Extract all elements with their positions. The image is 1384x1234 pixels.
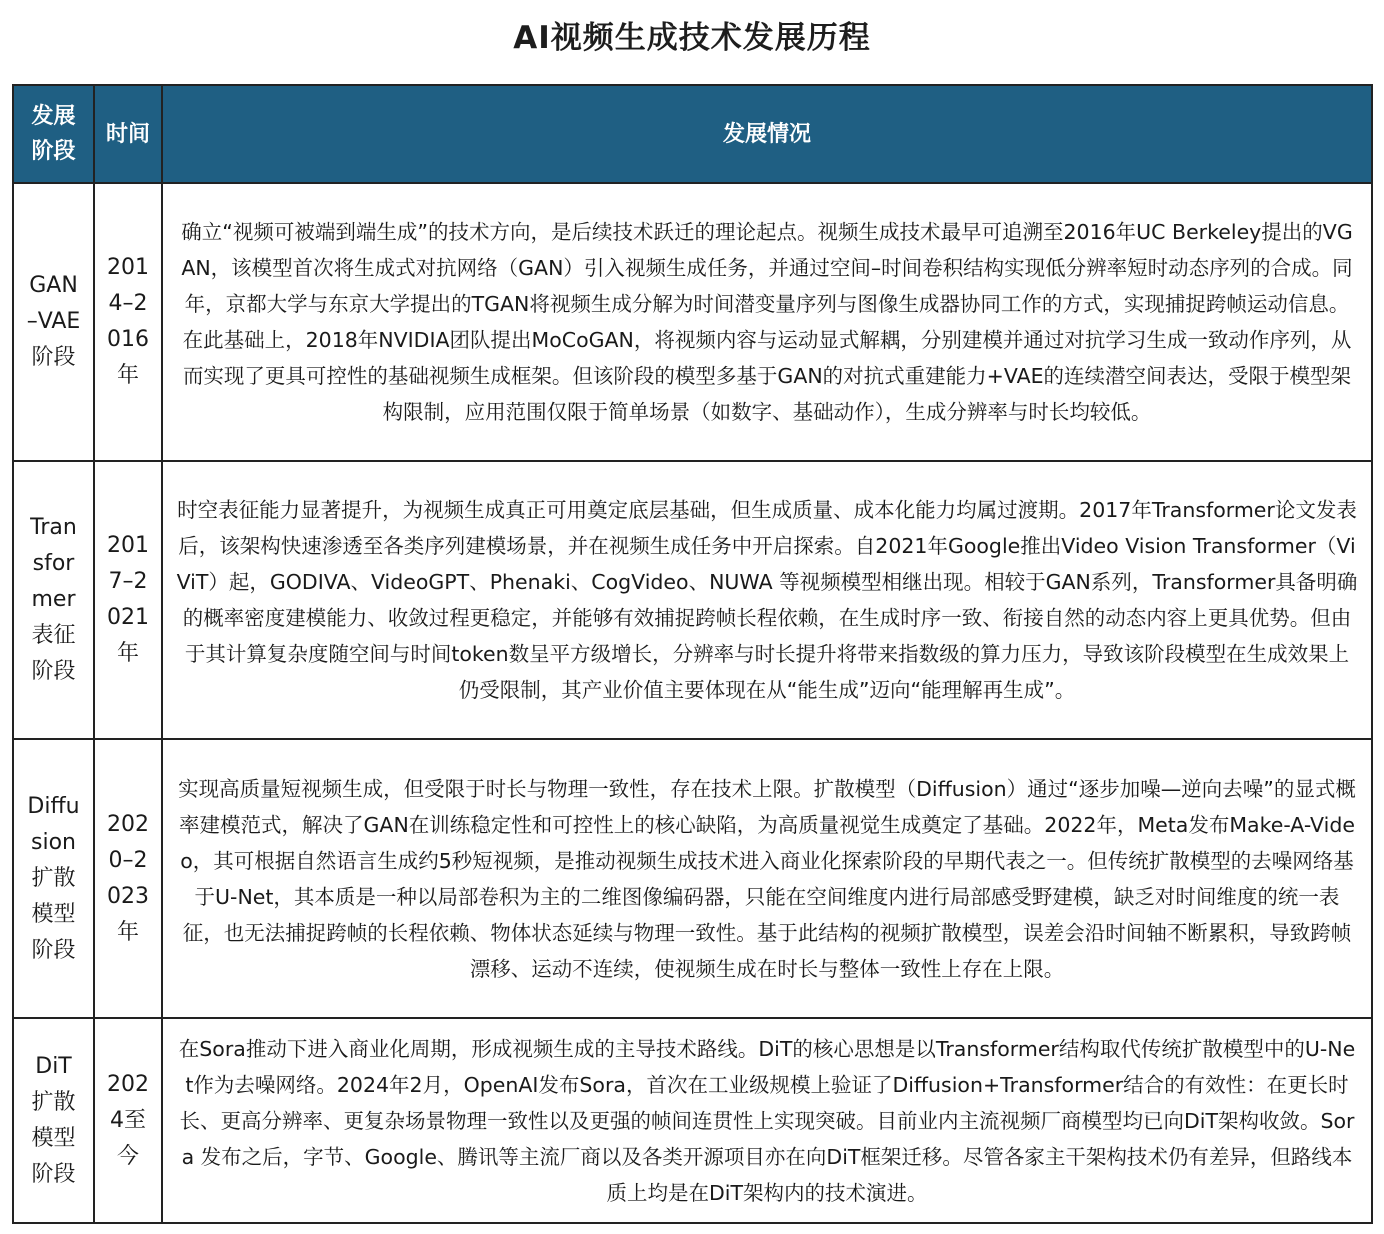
stage-cell: GAN–VAE阶段 xyxy=(13,183,94,461)
description-cell: 在Sora推动下进入商业化周期，形成视频生成的主导技术路线。DiT的核心思想是以Transformer结构取代传统扩散模型中的U-Net作为去噪网络。2024年2月，OpenAI发布Sora，首次在工业级规模上验证了Diffusion+Transformer结合的有效性：在更长时长、更高分辨率、更复杂场景物理一致性以及更强的帧间连贯性上实现突破。目前业内主流视频厂商模型均已向DiT架构收敛。Sora 发布之后，字节、Google、腾讯等主流厂商以及各类开源项目亦在向DiT框架迁移。尽管各家主干架构技术仍有差异，但路线本质上均是在DiT架构内的技术演进。 xyxy=(162,1018,1372,1223)
table-row xyxy=(13,183,1372,461)
period-cell: 2017–2021年 xyxy=(94,461,162,739)
table-row xyxy=(13,1018,1372,1223)
stage-cell: DiT扩散模型阶段 xyxy=(13,1018,94,1223)
description-cell: 确立“视频可被端到端生成”的技术方向，是后续技术跃迁的理论起点。视频生成技术最早可追溯至2016年UC Berkeley提出的VGAN，该模型首次将生成式对抗网络（GAN）引入视频生成任务，并通过空间–时间卷积结构实现低分辨率短时动态序列的合成。同年，京都大学与东京大学提出的TGAN将视频生成分解为时间潜变量序列与图像生成器协同工作的方式，实现捕捉跨帧运动信息。在此基础上，2018年NVIDIA团队提出MoCoGAN，将视频内容与运动显式解耦，分别建模并通过对抗学习生成一致动作序列，从而实现了更具可控性的基础视频生成框架。但该阶段的模型多基于GAN的对抗式重建能力+VAE的连续潜空间表达，受限于模型架构限制，应用范围仅限于简单场景（如数字、基础动作），生成分辨率与时长均较低。 xyxy=(162,183,1372,461)
header-description: 发展情况 xyxy=(162,85,1372,183)
stage-cell: Transformer表征阶段 xyxy=(13,461,94,739)
period-cell: 2024至今 xyxy=(94,1018,162,1223)
page-title: AI视频生成技术发展历程 xyxy=(513,20,871,56)
period-cell: 2020–2023年 xyxy=(94,739,162,1018)
description-cell: 实现高质量短视频生成，但受限于时长与物理一致性，存在技术上限。扩散模型（Diffusion）通过“逐步加噪—逆向去噪”的显式概率建模范式，解决了GAN在训练稳定性和可控性上的核心缺陷，为高质量视觉生成奠定了基础。2022年，Meta发布Make-A-Video，其可根据自然语言生成约5秒短视频，是推动视频生成技术进入商业化探索阶段的早期代表之一。但传统扩散模型的去噪网络基于U-Net，其本质是一种以局部卷积为主的二维图像编码器，只能在空间维度内进行局部感受野建模，缺乏对时间维度的统一表征，也无法捕捉跨帧的长程依赖、物体状态延续与物理一致性。基于此结构的视频扩散模型，误差会沿时间轴不断累积，导致跨帧漂移、运动不连续，使视频生成在时长与整体一致性上存在上限。 xyxy=(162,739,1372,1018)
table-row xyxy=(13,739,1372,1018)
header-period: 时间 xyxy=(94,85,162,183)
period-cell: 2014–2016年 xyxy=(94,183,162,461)
table-header-row xyxy=(13,85,1372,183)
description-cell: 时空表征能力显著提升，为视频生成真正可用奠定底层基础，但生成质量、成本化能力均属过渡期。2017年Transformer论文发表后，该架构快速渗透至各类序列建模场景，并在视频生成任务中开启探索。自2021年Google推出Video Vision Transformer（ViViT）起，GODIVA、VideoGPT、Phenaki、CogVideo、NUWA 等视频模型相继出现。相较于GAN系列，Transformer具备明确的概率密度建模能力、收敛过程更稳定，并能够有效捕捉跨帧长程依赖，在生成时序一致、衔接自然的动态内容上更具优势。但由于其计算复杂度随空间与时间token数呈平方级增长，分辨率与时长提升将带来指数级的算力压力，导致该阶段模型在生成效果上仍受限制，其产业价值主要体现在从“能生成”迈向“能理解再生成”。 xyxy=(162,461,1372,739)
header-stage: 发展阶段 xyxy=(13,85,94,183)
development-table xyxy=(12,84,1373,1224)
table-row xyxy=(13,461,1372,739)
stage-cell: Diffusion扩散模型阶段 xyxy=(13,739,94,1018)
